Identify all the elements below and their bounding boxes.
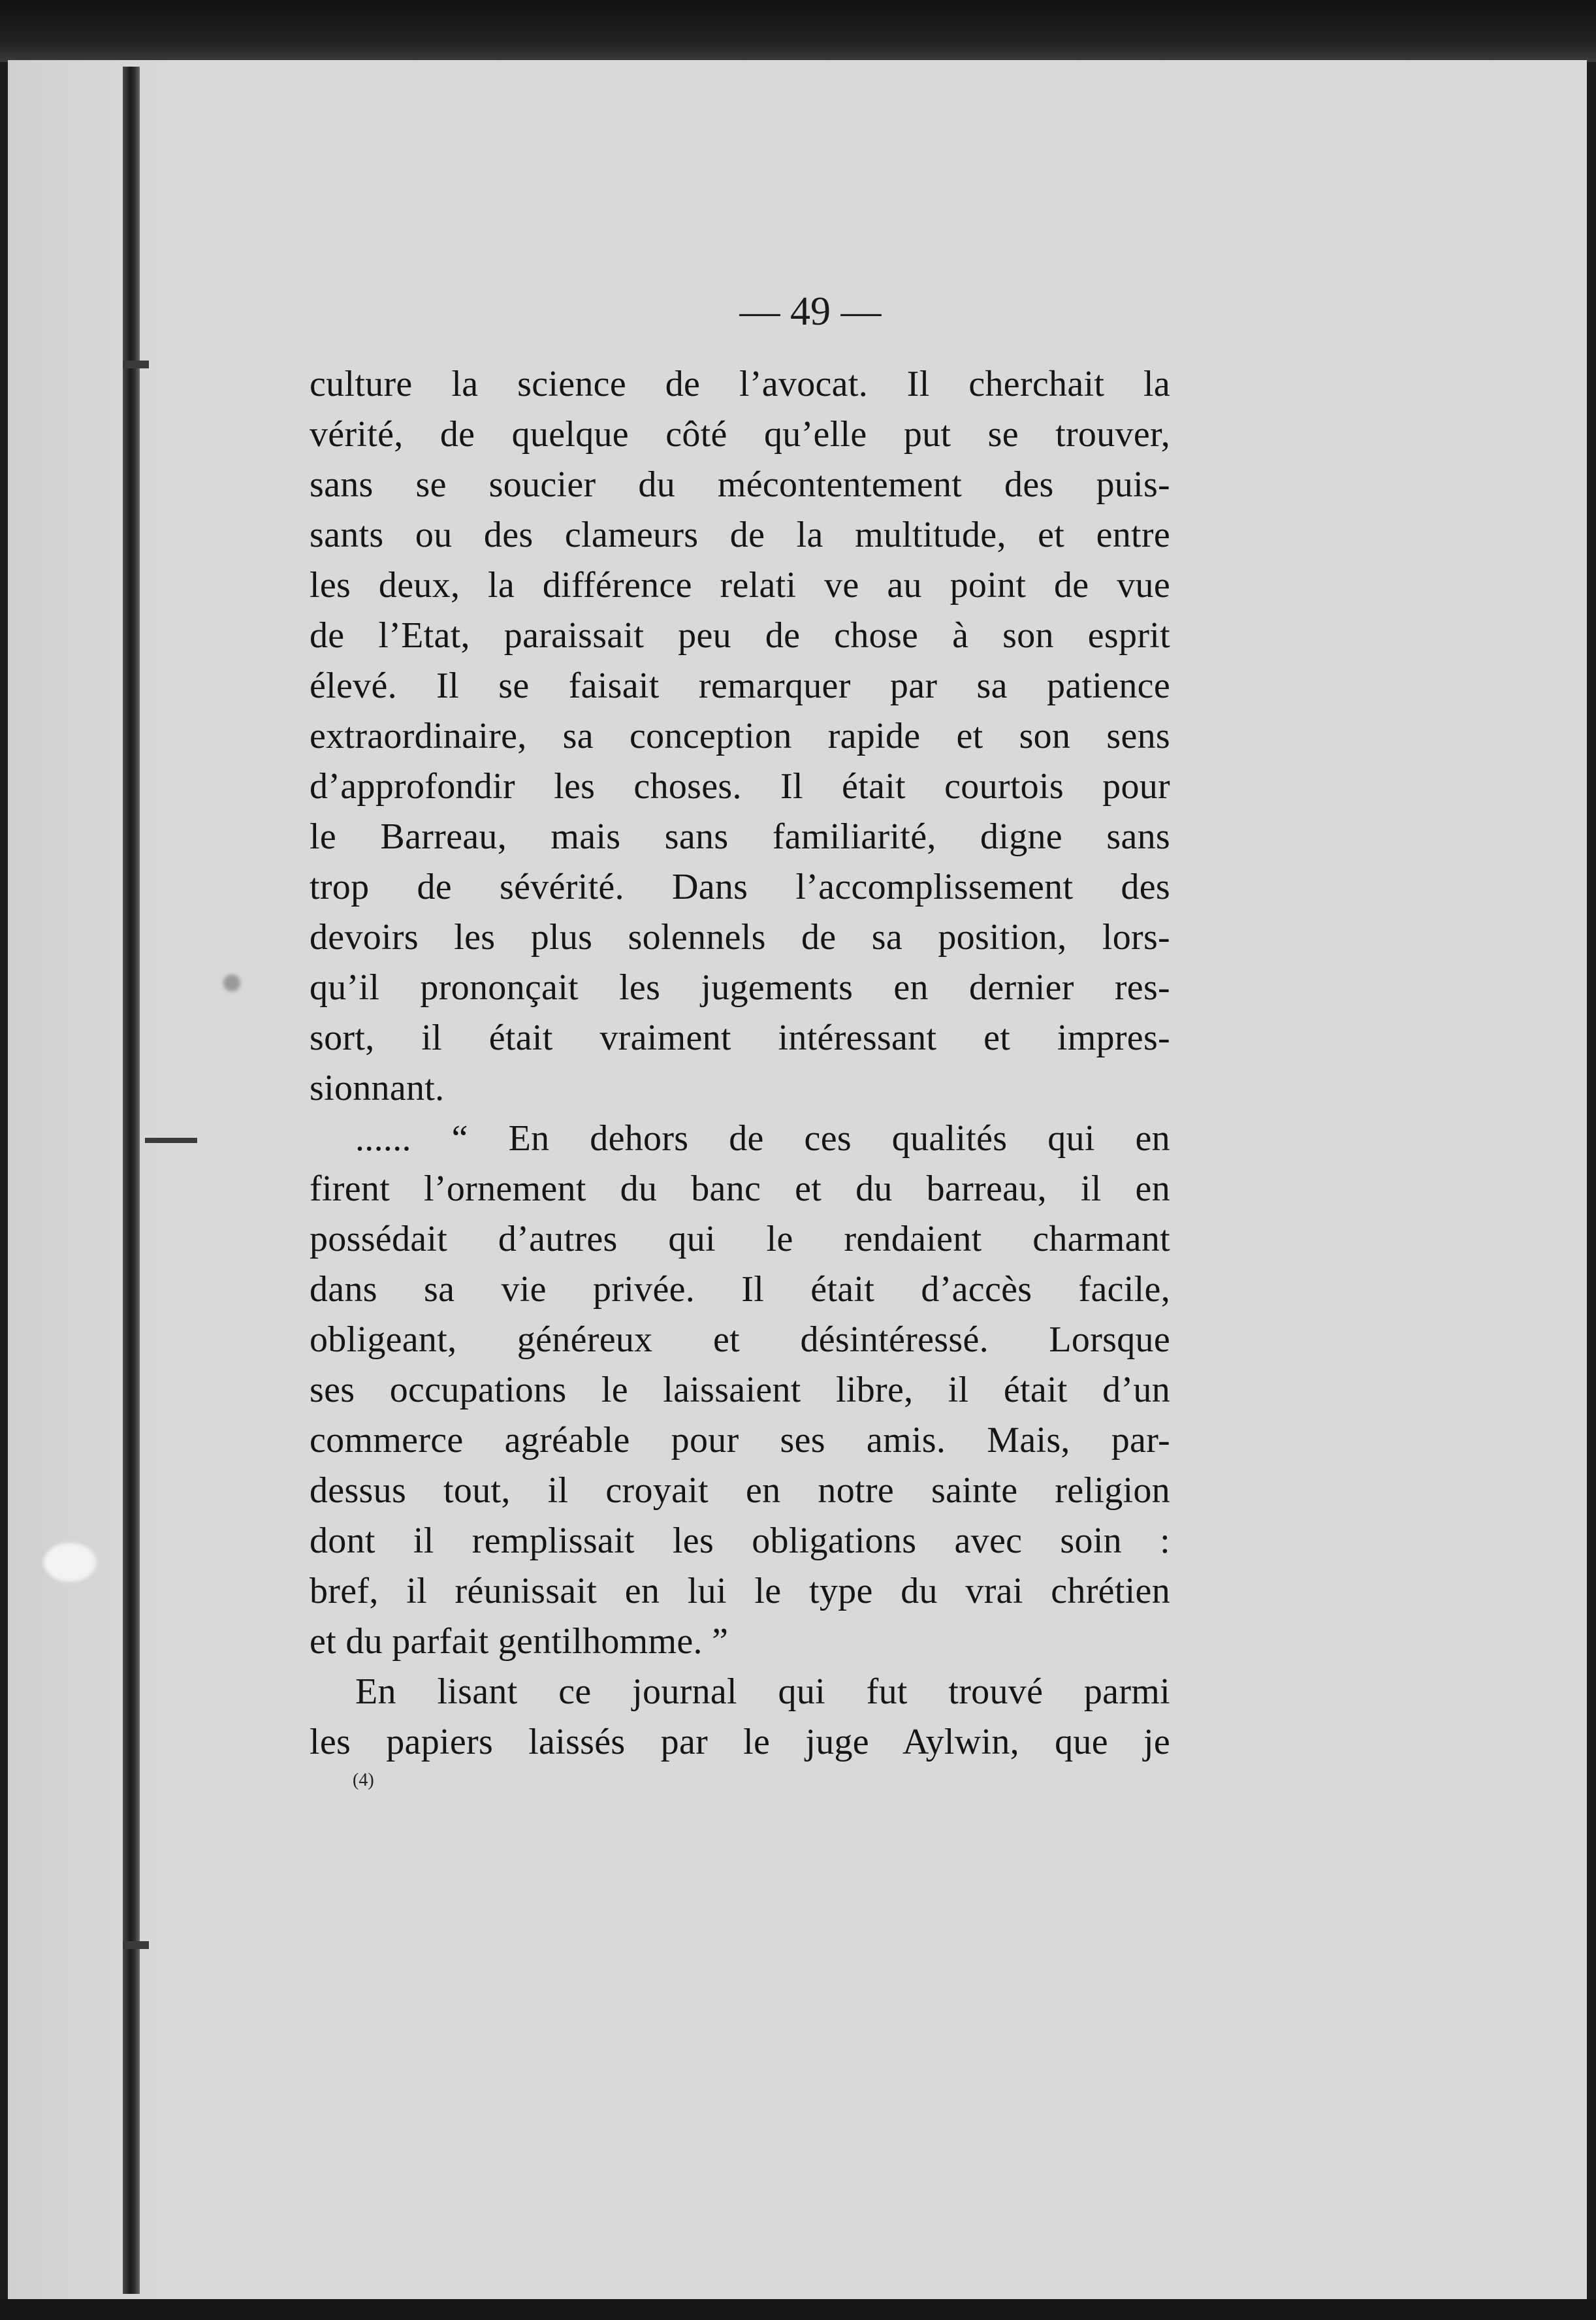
text-line: vérité, de quelque côté qu’elle put se trouver,: [310, 414, 1170, 455]
text-line: En lisant ce journal qui fut trouvé parmi: [355, 1671, 1170, 1712]
scan-bottom-border: [0, 2299, 1596, 2320]
text-line: commerce agréable pour ses amis. Mais, par-: [310, 1420, 1170, 1460]
text-line: dont il remplissait les obligations avec soin :: [310, 1521, 1170, 1561]
binding-notch-mark: [123, 1941, 149, 1949]
scan-top-border: [0, 0, 1596, 62]
text-line: trop de sévérité. Dans l’accomplissement des: [310, 867, 1170, 907]
text-line: firent l’ornement du banc et du barreau, il en: [310, 1168, 1170, 1209]
text-line: sants ou des clameurs de la multitude, et entre: [310, 515, 1170, 555]
paper-stain: [223, 975, 240, 991]
page-gutter: [8, 60, 165, 2302]
text-line: extraordinaire, sa conception rapide et son sens: [310, 716, 1170, 756]
body-text: [310, 359, 1170, 1767]
text-line: sans se soucier du mécontentement des puis-: [310, 464, 1170, 505]
text-line: sort, il était vraiment intéressant et impres-: [310, 1018, 1170, 1058]
text-line: ses occupations le laissaient libre, il était d’un: [310, 1370, 1170, 1410]
binding-notch-mark: [123, 361, 149, 368]
printer-signature-mark: (4): [353, 1770, 374, 1790]
text-line: dessus tout, il croyait en notre sainte religion: [310, 1470, 1170, 1511]
text-line: ...... “ En dehors de ces qualités qui en: [355, 1118, 1170, 1159]
text-line: possédait d’autres qui le rendaient charmant: [310, 1219, 1170, 1259]
text-line: de l’Etat, paraissait peu de chose à son esprit: [310, 615, 1170, 656]
binding-notch-mark: [145, 1138, 197, 1143]
text-line: le Barreau, mais sans familiarité, digne sans: [310, 816, 1170, 857]
text-line: d’approfondir les choses. Il était courtois pour: [310, 766, 1170, 807]
text-line: obligeant, généreux et désintéressé. Lorsque: [310, 1319, 1170, 1360]
text-line: devoirs les plus solennels de sa position, lors-: [310, 917, 1170, 958]
text-line: sionnant.: [310, 1068, 445, 1108]
binding-edge: [123, 67, 140, 2294]
text-line: élevé. Il se faisait remarquer par sa patience: [310, 666, 1170, 706]
text-line: et du parfait gentilhomme. ”: [310, 1621, 729, 1662]
page-number-header: — 49 —: [739, 289, 882, 334]
text-line: les papiers laissés par le juge Aylwin, que je: [310, 1722, 1170, 1762]
paper-stain: [44, 1543, 96, 1582]
text-line: qu’il prononçait les jugements en dernier res-: [310, 967, 1170, 1008]
text-line: dans sa vie privée. Il était d’accès facile,: [310, 1269, 1170, 1310]
text-line: les deux, la différence relati ve au point de vue: [310, 565, 1170, 605]
text-line: bref, il réunissait en lui le type du vrai chrétien: [310, 1571, 1170, 1611]
text-line: culture la science de l’avocat. Il cherchait la: [310, 364, 1170, 404]
